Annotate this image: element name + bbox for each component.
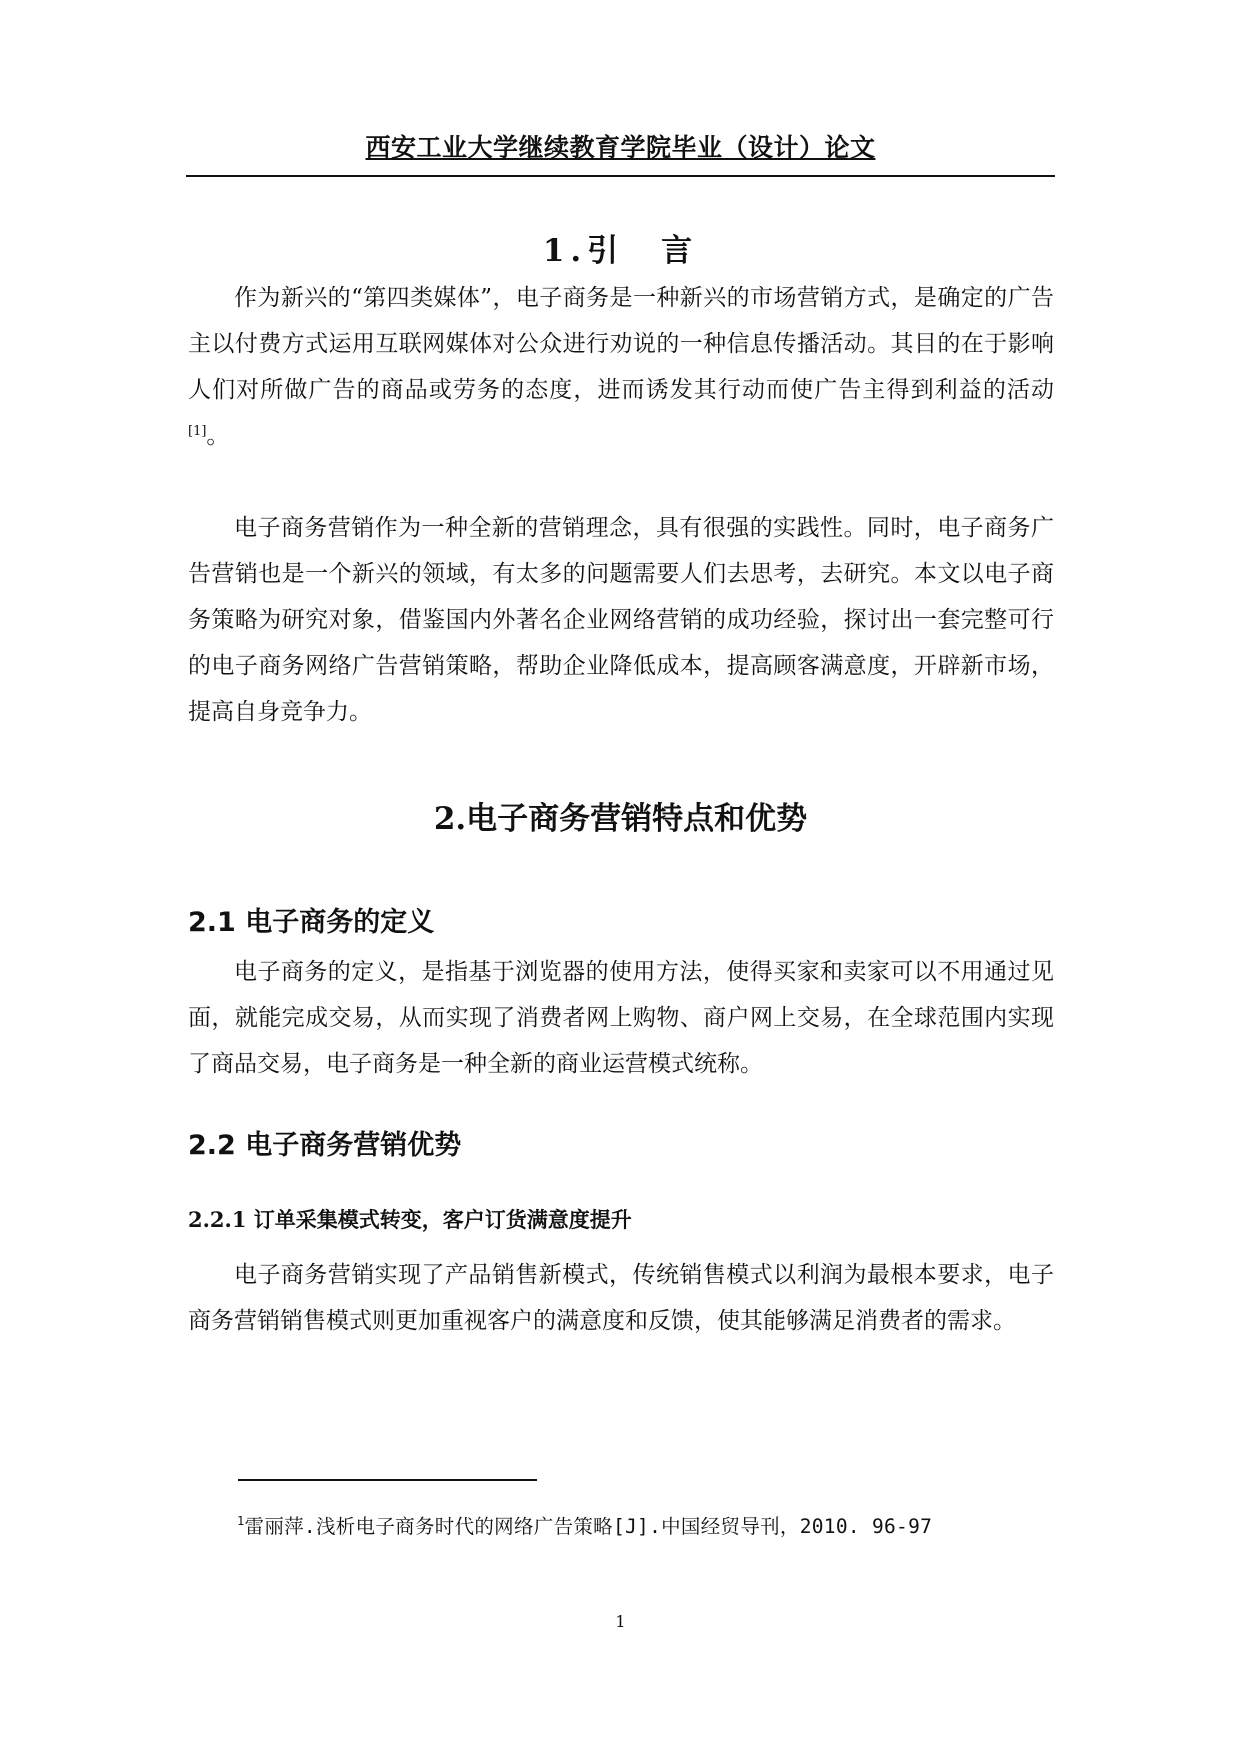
section-2-1-heading: 2.1 电子商务的定义 (188, 907, 435, 938)
footnote-text: 雷丽萍.浅析电子商务时代的网络广告策略[J].中国经贸导刊，2010. 96-97 (244, 1515, 933, 1538)
page-number: 1 (615, 1612, 626, 1631)
footnote (237, 1511, 932, 1539)
intro-paragraph-1-text: 作为新兴的“第四类媒体”，电子商务是一种新兴的市场营销方式，是确定的广告主以付费方式运用互联网媒体对公众进行劝说的一种信息传播活动。其目的在于影响人们对所做广告的商品或劳务的态度，进而诱发其行动而使广告主得到利益的活动 (188, 285, 1054, 403)
running-header-title: 西安工业大学继续教育学院毕业（设计）论文 (365, 133, 876, 162)
citation-marker: [1] (188, 424, 207, 439)
section-2-2-heading: 2.2 电子商务营销优势 (188, 1130, 462, 1161)
intro-paragraph-2: 电子商务营销作为一种全新的营销理念，具有很强的实践性。同时，电子商务广告营销也是一个新兴的领域，有太多的问题需要人们去思考，去研究。本文以电子商务策略为研究对象，借鉴国内外著名企业网络营销的成功经验，探讨出一套完整可行的电子商务网络广告营销策略，帮助企业降低成本，提高顾客满意度，开辟新市场，提高自身竞争力。 (188, 515, 1054, 725)
intro-paragraph-1-end: 。 (206, 423, 230, 449)
section-2-2-1-heading: 2.2.1 订单采集模式转变，客户订货满意度提升 (188, 1207, 632, 1232)
footnote-rule (238, 1479, 537, 1481)
footnote-mark: 1 (237, 1514, 245, 1528)
section-2-2-1-paragraph: 电子商务营销实现了产品销售新模式，传统销售模式以利润为最根本要求，电子商务营销销售模式则更加重视客户的满意度和反馈，使其能够满足消费者的需求。 (188, 1262, 1054, 1334)
header-rule (186, 175, 1055, 177)
section-2-1-paragraph: 电子商务的定义，是指基于浏览器的使用方法，使得买家和卖家可以不用通过见面，就能完成交易，从而实现了消费者网上购物、商户网上交易，在全球范围内实现了商品交易，电子商务是一种全新的商业运营模式统称。 (188, 959, 1054, 1077)
intro-paragraph-1 (188, 275, 1054, 459)
section-2-heading: 2.电子商务营销特点和优势 (433, 801, 808, 837)
section-1-heading: 1.引 言 (542, 233, 699, 269)
